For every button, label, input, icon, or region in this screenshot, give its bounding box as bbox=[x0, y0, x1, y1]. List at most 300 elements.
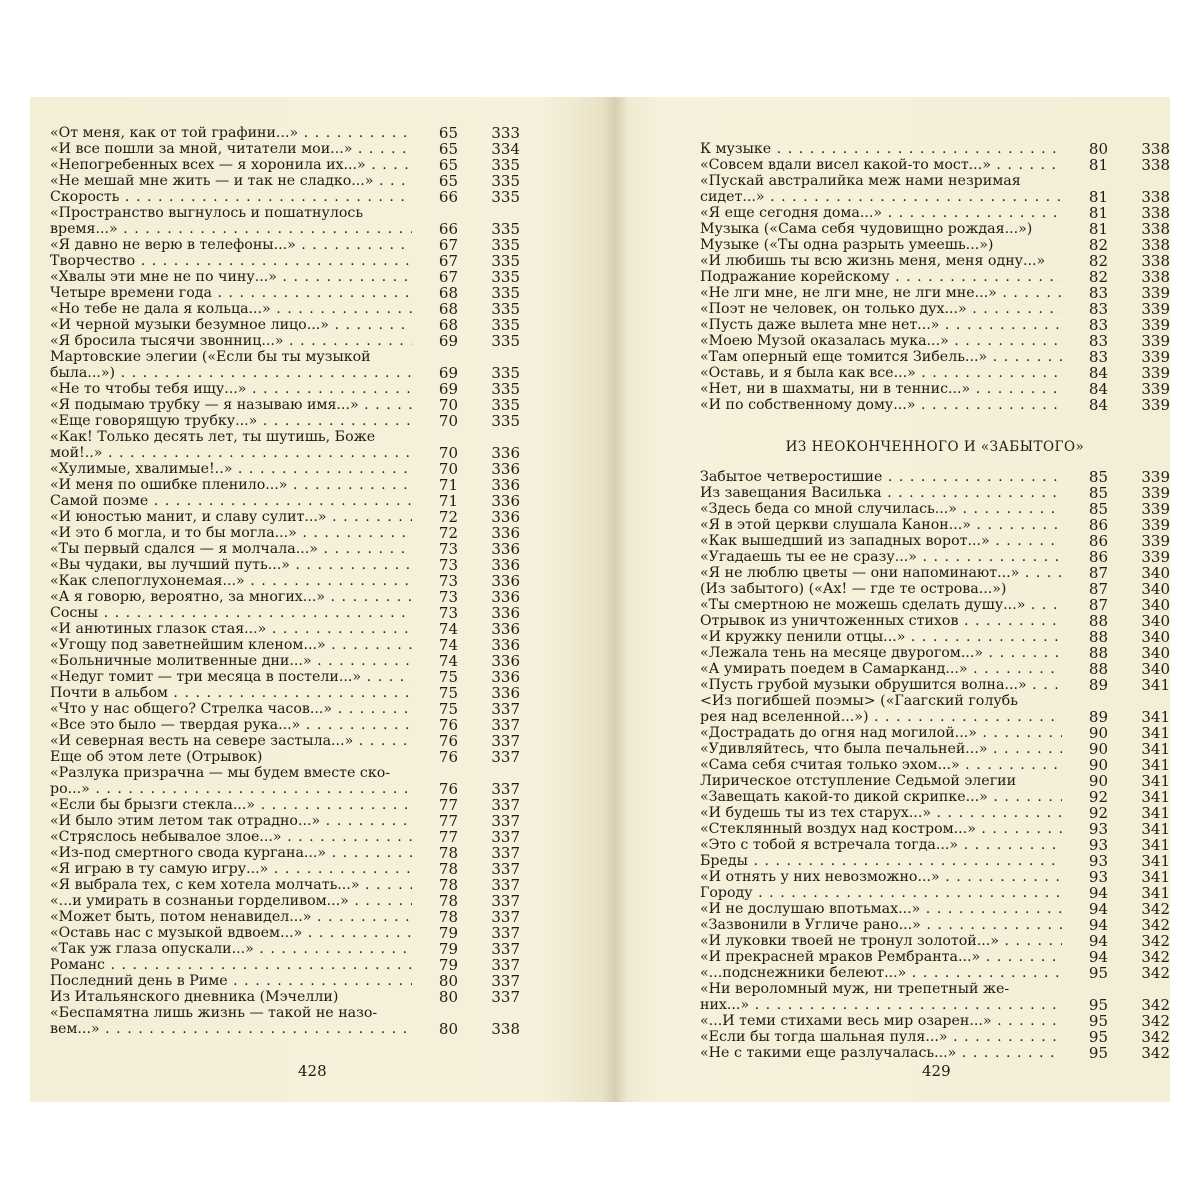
toc-entry-page: 75 bbox=[438, 684, 458, 702]
toc-entry bbox=[50, 413, 520, 429]
toc-entry-page: 76 bbox=[438, 716, 458, 734]
toc-entry-page: 80 bbox=[438, 988, 458, 1006]
toc-entry bbox=[700, 237, 1170, 253]
toc-entry-note-page: 336 bbox=[491, 620, 520, 638]
toc-entry-title: Забытое четверостишие . . . bbox=[700, 469, 1062, 485]
toc-entry-title: «Пусть даже вылета мне нет...» . . . bbox=[700, 317, 1062, 333]
page-number-left: 428 bbox=[298, 1062, 327, 1080]
toc-entry-page: 90 bbox=[1088, 756, 1108, 774]
toc-entry-title: «Но тебе не дала я кольца...» . . . bbox=[50, 301, 412, 317]
toc-entry-note-page: 340 bbox=[1141, 612, 1170, 630]
toc-entry-title: «Если бы брызги стекла...» . . . bbox=[50, 797, 412, 813]
toc-entry-note-page: 341 bbox=[1141, 820, 1170, 838]
toc-entry-title: «Пускай австралийка меж нами незримая bbox=[700, 173, 1021, 189]
toc-entry bbox=[700, 805, 1170, 821]
toc-entry-page: 88 bbox=[1088, 628, 1108, 646]
toc-entry-page: 84 bbox=[1088, 364, 1108, 382]
toc-entry-page: 81 bbox=[1088, 204, 1108, 222]
toc-entry-page: 65 bbox=[438, 124, 458, 142]
toc-entry bbox=[700, 381, 1170, 397]
toc-entry-page: 83 bbox=[1088, 300, 1108, 318]
toc-entry bbox=[50, 189, 520, 205]
toc-entry bbox=[50, 845, 520, 861]
toc-entry bbox=[50, 733, 520, 749]
toc-entry-note-page: 335 bbox=[491, 412, 520, 430]
toc-entry-title: рея над вселенной...») . . . bbox=[700, 709, 1062, 725]
toc-entry-title: Музыке («Ты одна разрыть умеешь...») bbox=[700, 237, 994, 253]
toc-entry-note-page: 337 bbox=[491, 972, 520, 990]
toc-entry-title: Музыка («Сама себя чудовищно рождая...») bbox=[700, 221, 1033, 237]
toc-entry-title: Сосны . . . bbox=[50, 605, 412, 621]
toc-entry-title: Самой поэме . . . bbox=[50, 493, 412, 509]
toc-entry-note-page: 339 bbox=[1141, 300, 1170, 318]
toc-entry-page: 65 bbox=[438, 156, 458, 174]
toc-entry-title: «Совсем вдали висел какой-то мост...» . . . bbox=[700, 157, 1062, 173]
toc-entry-note-page: 342 bbox=[1141, 1028, 1170, 1046]
toc-entry-page: 94 bbox=[1088, 884, 1108, 902]
toc-entry-note-page: 335 bbox=[491, 188, 520, 206]
toc-entry-title: «От меня, как от той графини...» . . . bbox=[50, 125, 412, 141]
toc-entry-title: ро...» . . . bbox=[50, 781, 412, 797]
toc-entry-note-page: 336 bbox=[491, 572, 520, 590]
toc-entry bbox=[50, 237, 520, 253]
toc-entry-title: «Если бы тогда шальная пуля...» . . . bbox=[700, 1029, 1062, 1045]
toc-entry-note-page: 338 bbox=[1141, 268, 1170, 286]
toc-entry bbox=[700, 725, 1170, 741]
toc-entry-note-page: 342 bbox=[1141, 996, 1170, 1014]
toc-entry-note-page: 335 bbox=[491, 252, 520, 270]
toc-entry-page: 71 bbox=[438, 476, 458, 494]
toc-entry-page: 67 bbox=[438, 252, 458, 270]
toc-entry-note-page: 338 bbox=[1141, 140, 1170, 158]
toc-entry-page: 90 bbox=[1088, 724, 1108, 742]
toc-entry-note-page: 341 bbox=[1141, 804, 1170, 822]
toc-entry-page: 88 bbox=[1088, 644, 1108, 662]
toc-entry-page: 93 bbox=[1088, 820, 1108, 838]
toc-entry-note-page: 337 bbox=[491, 860, 520, 878]
toc-entry-note-page: 337 bbox=[491, 796, 520, 814]
toc-entry bbox=[50, 493, 520, 509]
toc-entry-note-page: 341 bbox=[1141, 788, 1170, 806]
toc-entry-title: «Я подымаю трубку — я называю имя...» . . . bbox=[50, 397, 412, 413]
toc-entry bbox=[50, 829, 520, 845]
toc-entry-page: 76 bbox=[438, 748, 458, 766]
toc-entry bbox=[50, 685, 520, 701]
toc-entry-note-page: 341 bbox=[1141, 740, 1170, 758]
toc-entry-note-page: 337 bbox=[491, 828, 520, 846]
toc-entry-title: Еще об этом лете (Отрывок) bbox=[50, 749, 263, 765]
toc-entry bbox=[50, 877, 520, 893]
toc-entry-title: вем...» . . . bbox=[50, 1021, 412, 1037]
toc-entry-title: «Ты смертною не можешь сделать душу...» . . . bbox=[700, 597, 1062, 613]
toc-entry-note-page: 335 bbox=[491, 284, 520, 302]
toc-entry bbox=[700, 253, 1170, 269]
toc-entry-title: «Больничные молитвенные дни...» . . . bbox=[50, 653, 412, 669]
toc-entry-note-page: 338 bbox=[1141, 236, 1170, 254]
toc-entry-title: «И любишь ты всю жизнь меня, меня одну...» bbox=[700, 253, 1046, 269]
toc-entry bbox=[700, 949, 1170, 965]
toc-entry-page: 88 bbox=[1088, 660, 1108, 678]
toc-entry bbox=[700, 549, 1170, 565]
toc-entry bbox=[700, 485, 1170, 501]
toc-entry-page: 68 bbox=[438, 284, 458, 302]
toc-entry-title: Последний день в Риме . . . bbox=[50, 973, 412, 989]
toc-entry-page: 85 bbox=[1088, 484, 1108, 502]
toc-entry-note-page: 341 bbox=[1141, 836, 1170, 854]
section-contents-list bbox=[700, 469, 1170, 1061]
toc-entry bbox=[50, 765, 520, 781]
toc-entry-title: Отрывок из уничтоженных стихов . . . bbox=[700, 613, 1062, 629]
toc-entry bbox=[50, 589, 520, 605]
toc-entry-page: 78 bbox=[438, 844, 458, 862]
toc-entry-note-page: 338 bbox=[1141, 220, 1170, 238]
toc-entry-note-page: 335 bbox=[491, 220, 520, 238]
toc-entry-note-page: 339 bbox=[1141, 364, 1170, 382]
toc-entry-page: 81 bbox=[1088, 188, 1108, 206]
toc-entry-page: 70 bbox=[438, 412, 458, 430]
toc-entry-title: Четыре времени года . . . bbox=[50, 285, 412, 301]
toc-entry-title: «Нет, ни в шахматы, ни в теннис...» . . . bbox=[700, 381, 1062, 397]
toc-entry-title: «Моею Музой оказалась мука...» . . . bbox=[700, 333, 1062, 349]
toc-entry bbox=[50, 205, 520, 221]
toc-entry-title: «Ты первый сдался — я молчала...» . . . bbox=[50, 541, 412, 557]
toc-entry bbox=[700, 645, 1170, 661]
toc-entry-page: 94 bbox=[1088, 900, 1108, 918]
toc-entry bbox=[50, 797, 520, 813]
toc-entry bbox=[700, 189, 1170, 205]
toc-entry-page: 95 bbox=[1088, 996, 1108, 1014]
toc-entry-page: 80 bbox=[438, 972, 458, 990]
toc-entry bbox=[50, 941, 520, 957]
toc-entry bbox=[700, 1045, 1170, 1061]
toc-entry-page: 88 bbox=[1088, 612, 1108, 630]
toc-entry-note-page: 334 bbox=[491, 140, 520, 158]
toc-entry-page: 84 bbox=[1088, 396, 1108, 414]
toc-entry-page: 72 bbox=[438, 524, 458, 542]
toc-entry-title: «Я в этой церкви слушала Канон...» . . . bbox=[700, 517, 1062, 533]
toc-entry-title: «Стряслось небывалое злое...» . . . bbox=[50, 829, 412, 845]
toc-entry-title: «Я бросила тысячи звонниц...» . . . bbox=[50, 333, 412, 349]
toc-entry-title: Из Итальянского дневника (Мэчелли) bbox=[50, 989, 339, 1005]
toc-entry-title: «И по собственному дому...» . . . bbox=[700, 397, 1062, 413]
toc-entry-note-page: 339 bbox=[1141, 548, 1170, 566]
toc-entry-page: 85 bbox=[1088, 500, 1108, 518]
toc-entry bbox=[50, 381, 520, 397]
toc-entry-note-page: 338 bbox=[1141, 188, 1170, 206]
toc-entry-page: 79 bbox=[438, 940, 458, 958]
toc-entry-title: «Разлука призрачна — мы будем вместе ско- bbox=[50, 765, 391, 781]
toc-entry-note-page: 336 bbox=[491, 524, 520, 542]
toc-entry bbox=[700, 565, 1170, 581]
toc-entry-title: «Пространство выгнулось и пошатнулось bbox=[50, 205, 364, 221]
toc-entry-page: 77 bbox=[438, 828, 458, 846]
toc-entry-title: «Не лги мне, не лги мне, не лги мне...» . . . bbox=[700, 285, 1062, 301]
toc-entry-note-page: 338 bbox=[1141, 156, 1170, 174]
toc-entry-title: «Дострадать до огня над могилой...» . . . bbox=[700, 725, 1062, 741]
toc-entry-page: 71 bbox=[438, 492, 458, 510]
toc-entry-note-page: 336 bbox=[491, 508, 520, 526]
toc-entry-note-page: 342 bbox=[1141, 1044, 1170, 1062]
toc-entry-title: время...» . . . bbox=[50, 221, 412, 237]
toc-entry bbox=[50, 861, 520, 877]
toc-entry bbox=[50, 173, 520, 189]
toc-entry-note-page: 336 bbox=[491, 668, 520, 686]
toc-entry-page: 89 bbox=[1088, 676, 1108, 694]
toc-entry-page: 89 bbox=[1088, 708, 1108, 726]
toc-entry bbox=[50, 541, 520, 557]
toc-entry-note-page: 335 bbox=[491, 172, 520, 190]
toc-entry bbox=[700, 317, 1170, 333]
toc-entry-title: <Из погибшей поэмы> («Гаагский голубь bbox=[700, 693, 1018, 709]
toc-entry-note-page: 337 bbox=[491, 940, 520, 958]
toc-entry-title: «Так уж глаза опускали...» . . . bbox=[50, 941, 412, 957]
toc-entry bbox=[50, 813, 520, 829]
toc-entry-note-page: 337 bbox=[491, 924, 520, 942]
toc-entry bbox=[50, 717, 520, 733]
toc-entry bbox=[700, 741, 1170, 757]
toc-entry-note-page: 336 bbox=[491, 652, 520, 670]
toc-entry-note-page: 335 bbox=[491, 300, 520, 318]
toc-entry bbox=[50, 365, 520, 381]
toc-entry-page: 66 bbox=[438, 188, 458, 206]
toc-entry-note-page: 341 bbox=[1141, 724, 1170, 742]
toc-entry-title: «А я говорю, вероятно, за многих...» . . . bbox=[50, 589, 412, 605]
toc-entry bbox=[700, 709, 1170, 725]
toc-entry-note-page: 339 bbox=[1141, 468, 1170, 486]
toc-entry-title: «Хулимые, хвалимые!..» . . . bbox=[50, 461, 412, 477]
toc-entry-page: 73 bbox=[438, 588, 458, 606]
toc-entry-title: Городу . . . bbox=[700, 885, 1062, 901]
toc-entry bbox=[700, 853, 1170, 869]
toc-entry bbox=[50, 461, 520, 477]
toc-entry bbox=[50, 637, 520, 653]
toc-entry-title: «И не дослушаю впотьмах...» . . . bbox=[700, 901, 1062, 917]
toc-entry-page: 73 bbox=[438, 572, 458, 590]
toc-entry-note-page: 335 bbox=[491, 380, 520, 398]
toc-entry-note-page: 337 bbox=[491, 700, 520, 718]
toc-entry-title: «Удивляйтесь, что была печальней...» . . . bbox=[700, 741, 1062, 757]
toc-entry-note-page: 340 bbox=[1141, 644, 1170, 662]
toc-entry-note-page: 335 bbox=[491, 268, 520, 286]
toc-entry bbox=[700, 1029, 1170, 1045]
toc-entry-title: них...» . . . bbox=[700, 997, 1062, 1013]
toc-entry bbox=[50, 925, 520, 941]
right-page bbox=[700, 97, 1170, 1102]
toc-entry-title: Творчество . . . bbox=[50, 253, 412, 269]
toc-entry-note-page: 336 bbox=[491, 444, 520, 462]
toc-entry bbox=[700, 773, 1170, 789]
toc-entry bbox=[700, 997, 1170, 1013]
toc-entry-note-page: 341 bbox=[1141, 868, 1170, 886]
toc-entry bbox=[700, 629, 1170, 645]
toc-entry-title: «Стеклянный воздух над костром...» . . . bbox=[700, 821, 1062, 837]
toc-entry-title: «Поэт не человек, он только дух...» . . . bbox=[700, 301, 1062, 317]
toc-entry-note-page: 335 bbox=[491, 236, 520, 254]
toc-entry bbox=[700, 221, 1170, 237]
toc-entry bbox=[50, 301, 520, 317]
toc-entry-page: 92 bbox=[1088, 788, 1108, 806]
toc-entry-page: 82 bbox=[1088, 252, 1108, 270]
toc-entry-title: «Угадаешь ты ее не сразу...» . . . bbox=[700, 549, 1062, 565]
toc-entry-page: 74 bbox=[438, 652, 458, 670]
toc-entry-page: 90 bbox=[1088, 772, 1108, 790]
toc-entry-page: 94 bbox=[1088, 948, 1108, 966]
toc-entry-note-page: 336 bbox=[491, 540, 520, 558]
toc-entry-title: «...И теми стихами весь мир озарен...» . . . bbox=[700, 1013, 1062, 1029]
toc-entry-page: 73 bbox=[438, 604, 458, 622]
toc-entry-title: «Как слепоглухонемая...» . . . bbox=[50, 573, 412, 589]
toc-entry bbox=[700, 901, 1170, 917]
toc-entry-page: 65 bbox=[438, 172, 458, 190]
book-gutter bbox=[602, 97, 628, 1102]
toc-entry bbox=[50, 269, 520, 285]
toc-entry-page: 78 bbox=[438, 892, 458, 910]
toc-entry-title: «Угощу под заветнейшим кленом...» . . . bbox=[50, 637, 412, 653]
toc-entry-page: 70 bbox=[438, 460, 458, 478]
toc-entry-note-page: 341 bbox=[1141, 884, 1170, 902]
toc-entry-title: «Все это было — твердая рука...» . . . bbox=[50, 717, 412, 733]
toc-entry bbox=[50, 317, 520, 333]
toc-entry bbox=[50, 1005, 520, 1021]
toc-entry-title: «Сама себя считая только эхом...» . . . bbox=[700, 757, 1062, 773]
toc-entry-page: 95 bbox=[1088, 1012, 1108, 1030]
toc-entry-title: «Это с тобой я встречала тогда...» . . . bbox=[700, 837, 1062, 853]
toc-entry-note-page: 337 bbox=[491, 716, 520, 734]
toc-entry-title: «Зазвонили в Угличе рано...» . . . bbox=[700, 917, 1062, 933]
toc-entry-note-page: 337 bbox=[491, 780, 520, 798]
toc-entry-title: «И северная весть на севере застыла...» . . . bbox=[50, 733, 412, 749]
toc-entry-title: «Хвалы эти мне не по чину...» . . . bbox=[50, 269, 412, 285]
toc-entry-note-page: 339 bbox=[1141, 500, 1170, 518]
book-spread bbox=[30, 97, 1170, 1102]
toc-entry-page: 86 bbox=[1088, 548, 1108, 566]
toc-entry bbox=[700, 821, 1170, 837]
toc-entry-title: «Здесь беда со мной случилась...» . . . bbox=[700, 501, 1062, 517]
toc-entry-page: 93 bbox=[1088, 852, 1108, 870]
toc-entry-page: 78 bbox=[438, 876, 458, 894]
toc-entry-title: «...и умирать в сознаньи горделивом...» . . . bbox=[50, 893, 412, 909]
toc-entry bbox=[50, 125, 520, 141]
toc-entry-title: (Из забытого) («Ах! — где те острова...») bbox=[700, 581, 1007, 597]
toc-entry-note-page: 338 bbox=[1141, 204, 1170, 222]
toc-entry-title: мой!..» . . . bbox=[50, 445, 412, 461]
toc-entry-page: 80 bbox=[438, 1020, 458, 1038]
toc-entry-title: «Как вышедший из западных ворот...» . . . bbox=[700, 533, 1062, 549]
toc-entry bbox=[50, 141, 520, 157]
toc-entry bbox=[50, 605, 520, 621]
toc-entry-title: «И это б могла, и то бы могла...» . . . bbox=[50, 525, 412, 541]
toc-entry-page: 93 bbox=[1088, 868, 1108, 886]
toc-entry-note-page: 339 bbox=[1141, 380, 1170, 398]
toc-entry-page: 79 bbox=[438, 956, 458, 974]
section-heading: ИЗ НЕОКОНЧЕННОГО И «ЗАБЫТОГО» bbox=[785, 439, 1085, 455]
toc-entry bbox=[700, 597, 1170, 613]
toc-entry-title: «Непогребенных всех — я хоронила их...» . . . bbox=[50, 157, 412, 173]
toc-entry-title: Бреды . . . bbox=[700, 853, 1062, 869]
toc-entry-title: «Я выбрала тех, с кем хотела молчать...» . . . bbox=[50, 877, 412, 893]
toc-entry-note-page: 337 bbox=[491, 844, 520, 862]
toc-entry-page: 94 bbox=[1088, 916, 1108, 934]
toc-entry-page: 68 bbox=[438, 300, 458, 318]
toc-entry-page: 93 bbox=[1088, 836, 1108, 854]
toc-entry-page: 69 bbox=[438, 332, 458, 350]
toc-entry-title: «Как! Только десять лет, ты шутишь, Боже bbox=[50, 429, 376, 445]
toc-entry bbox=[700, 301, 1170, 317]
toc-entry bbox=[700, 269, 1170, 285]
toc-entry-note-page: 339 bbox=[1141, 348, 1170, 366]
toc-entry-note-page: 336 bbox=[491, 460, 520, 478]
toc-entry-title: «Что у нас общего? Стрелка часов...» . . . bbox=[50, 701, 412, 717]
toc-entry bbox=[50, 621, 520, 637]
toc-entry-title: «И было этим летом так отрадно...» . . . bbox=[50, 813, 412, 829]
toc-entry-title: «...подснежники белеют...» . . . bbox=[700, 965, 1062, 981]
toc-entry-title: «Я еще сегодня дома...» . . . bbox=[700, 205, 1062, 221]
toc-entry bbox=[50, 285, 520, 301]
toc-entry-title: «И прекрасней мраков Рембранта...» . . . bbox=[700, 949, 1062, 965]
toc-entry-page: 95 bbox=[1088, 1028, 1108, 1046]
toc-entry bbox=[700, 501, 1170, 517]
toc-entry bbox=[700, 173, 1170, 189]
toc-entry-note-page: 342 bbox=[1141, 900, 1170, 918]
toc-entry-title: «Там оперный еще томится Зибель...» . . . bbox=[700, 349, 1062, 365]
toc-entry-page: 67 bbox=[438, 236, 458, 254]
toc-entry-note-page: 342 bbox=[1141, 916, 1170, 934]
toc-entry-title: Лирическое отступление Седьмой элегии bbox=[700, 773, 1017, 789]
toc-entry-title: «И будешь ты из тех старух...» . . . bbox=[700, 805, 1062, 821]
toc-entry-title: «Ни вероломный муж, ни трепетный же- bbox=[700, 981, 1010, 997]
toc-entry-page: 70 bbox=[438, 444, 458, 462]
toc-entry-title: «Недуг томит — три месяца в постели...» . . . bbox=[50, 669, 412, 685]
toc-entry-note-page: 339 bbox=[1141, 284, 1170, 302]
toc-entry-page: 90 bbox=[1088, 740, 1108, 758]
toc-entry-title: сидет...» . . . bbox=[700, 189, 1062, 205]
toc-entry-page: 83 bbox=[1088, 348, 1108, 366]
toc-entry-page: 74 bbox=[438, 636, 458, 654]
toc-entry-note-page: 339 bbox=[1141, 316, 1170, 334]
toc-entry-page: 67 bbox=[438, 268, 458, 286]
toc-entry bbox=[700, 581, 1170, 597]
toc-entry-title: «Еще говорящую трубку...» . . . bbox=[50, 413, 412, 429]
toc-entry-page: 77 bbox=[438, 796, 458, 814]
toc-entry-page: 73 bbox=[438, 556, 458, 574]
toc-entry-title: «Вы чудаки, вы лучший путь...» . . . bbox=[50, 557, 412, 573]
toc-entry-title: Почти в альбом . . . bbox=[50, 685, 412, 701]
toc-entry-note-page: 336 bbox=[491, 476, 520, 494]
toc-entry-page: 69 bbox=[438, 364, 458, 382]
toc-entry bbox=[700, 981, 1170, 997]
toc-entry-page: 75 bbox=[438, 700, 458, 718]
toc-entry bbox=[700, 365, 1170, 381]
toc-entry-page: 82 bbox=[1088, 268, 1108, 286]
toc-entry-page: 87 bbox=[1088, 580, 1108, 598]
left-page bbox=[50, 97, 520, 1102]
toc-entry-page: 76 bbox=[438, 732, 458, 750]
toc-entry bbox=[700, 933, 1170, 949]
toc-entry bbox=[700, 1013, 1170, 1029]
toc-entry-note-page: 336 bbox=[491, 636, 520, 654]
toc-entry bbox=[700, 533, 1170, 549]
toc-entry-title: «Не с такими еще разлучалась...» . . . bbox=[700, 1045, 1062, 1061]
toc-entry bbox=[50, 397, 520, 413]
toc-entry bbox=[50, 509, 520, 525]
toc-entry-page: 87 bbox=[1088, 564, 1108, 582]
toc-entry-title: «Пусть грубой музыки обрушится волна...» . . . bbox=[700, 677, 1062, 693]
toc-entry-note-page: 333 bbox=[491, 124, 520, 142]
toc-entry bbox=[700, 837, 1170, 853]
toc-entry bbox=[50, 653, 520, 669]
toc-entry-note-page: 340 bbox=[1141, 660, 1170, 678]
toc-entry bbox=[700, 157, 1170, 173]
